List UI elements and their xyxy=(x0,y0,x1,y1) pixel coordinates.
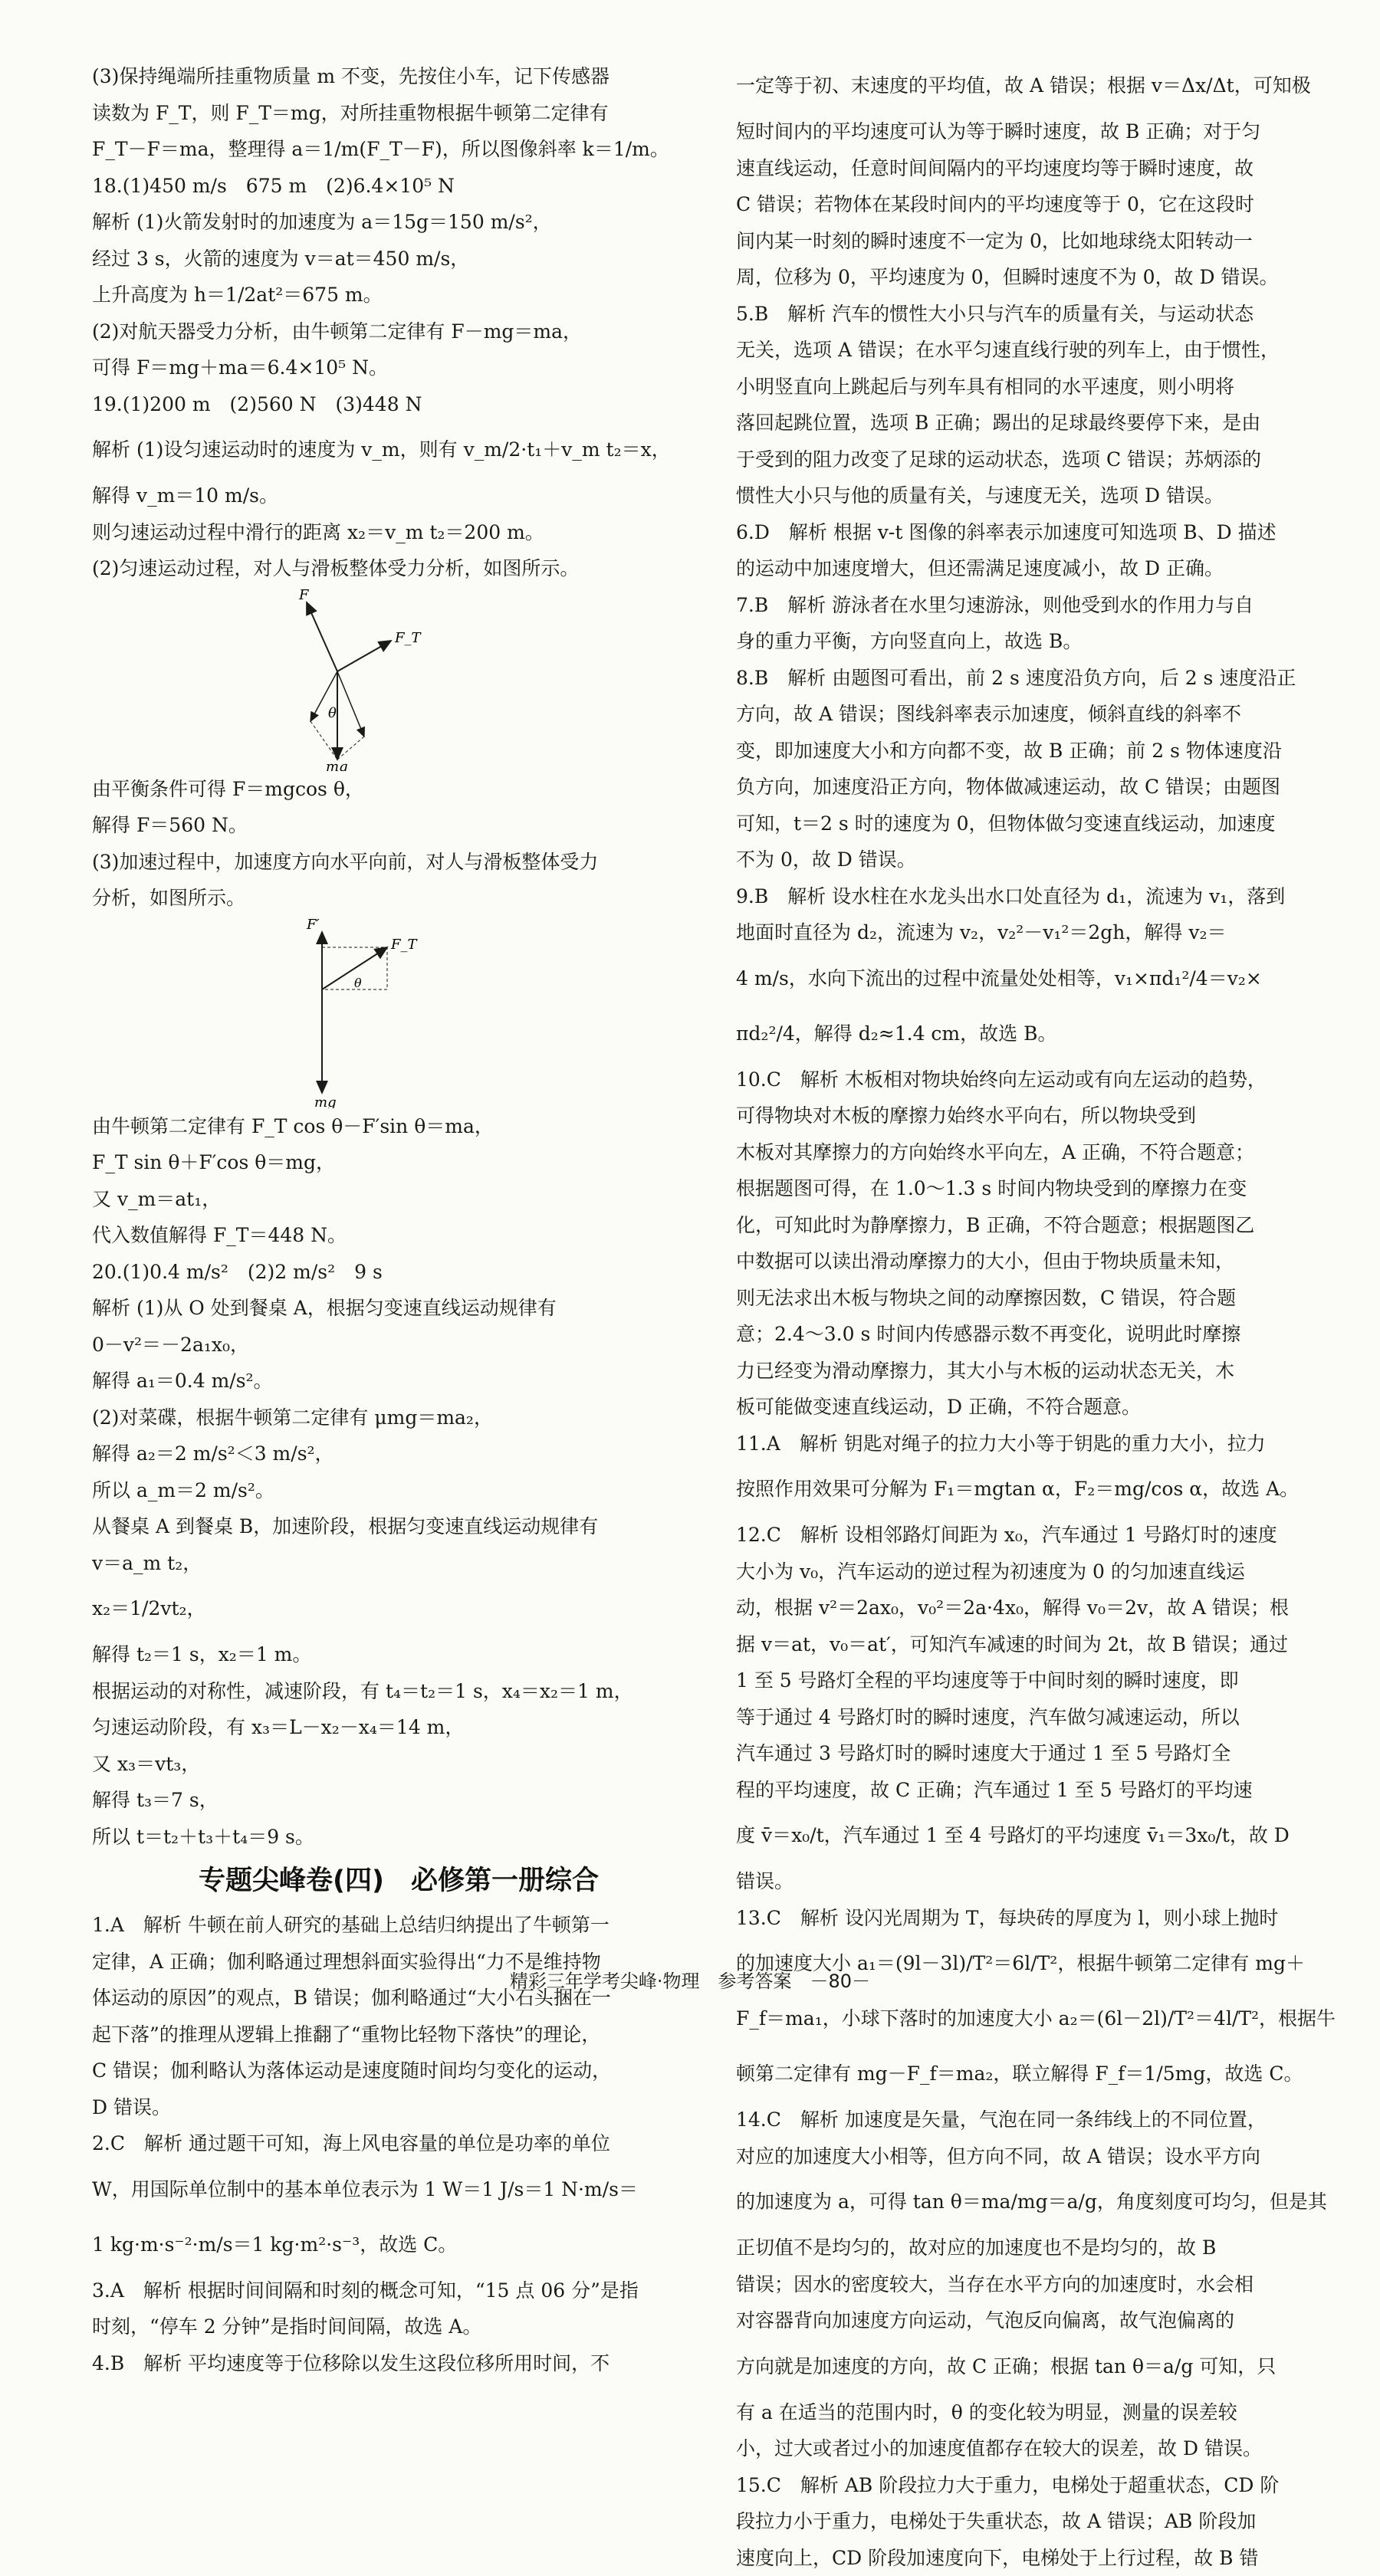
text-line: 9.B 解析 设水柱在水龙头出水口处直径为 d₁，流速为 v₁，落到 xyxy=(736,878,1349,915)
figure-force-diagram-2 xyxy=(291,917,705,1108)
figure-force-diagram-1 xyxy=(291,587,705,771)
text-line: 解得 t₂＝1 s，x₂＝1 m。 xyxy=(92,1636,705,1673)
text-line: 从餐桌 A 到餐桌 B，加速阶段，根据匀变速直线运动规律有 xyxy=(92,1508,705,1545)
text-line: 木板对其摩擦力的方向始终水平向左，A 正确，不符合题意； xyxy=(736,1134,1349,1171)
force-ft-arrow xyxy=(337,641,391,671)
text-line: 错误；因水的密度较大，当存在水平方向的加速度时，水会相 xyxy=(736,2266,1349,2303)
text-line: 7.B 解析 游泳者在水里匀速游泳，则他受到水的作用力与自 xyxy=(736,587,1349,624)
text-line: 小明竖直向上跳起后与列车具有相同的水平速度，则小明将 xyxy=(736,369,1349,405)
text-line: 解得 t₃＝7 s， xyxy=(92,1782,705,1819)
force-diagram-2-svg xyxy=(291,917,491,1108)
text-line: 分析，如图所示。 xyxy=(92,880,705,917)
text-line: C 错误；若物体在某段时间内的平均速度等于 0，它在这段时 xyxy=(736,186,1349,223)
text-line: 读数为 F_T，则 F_T＝mg，对所挂重物根据牛顿第二定律有 xyxy=(92,95,705,132)
text-line: πd₂²/4，解得 d₂≈1.4 cm，故选 B。 xyxy=(736,1006,1349,1062)
text-line: 匀速运动阶段，有 x₃＝L－x₂－x₄＝14 m， xyxy=(92,1709,705,1746)
text-line: (3)加速过程中，加速度方向水平向前，对人与滑板整体受力 xyxy=(92,844,705,881)
text-line: 14.C 解析 加速度是矢量，气泡在同一条纬线上的不同位置， xyxy=(736,2102,1349,2138)
text-line: 错误。 xyxy=(736,1863,1349,1900)
text-line: 可得 F＝mg＋ma＝6.4×10⁵ N。 xyxy=(92,349,705,386)
text-line: 速直线运动，任意时间间隔内的平均速度均等于瞬时速度，故 xyxy=(736,150,1349,187)
text-line: v＝a_m t₂， xyxy=(92,1545,705,1582)
text-line: 板可能做变速直线运动，D 正确，不符合题意。 xyxy=(736,1389,1349,1426)
text-line: 可知，t＝2 s 时的速度为 0，但物体做匀变速直线运动，加速度 xyxy=(736,806,1349,842)
text-line: (3)保持绳端所挂重物质量 m 不变，先按住小车，记下传感器 xyxy=(92,58,705,95)
text-line: 据 v＝at，v₀＝at′，可知汽车减速的时间为 2t，故 B 错误；通过 xyxy=(736,1626,1349,1663)
text-line: 的加速度大小 a₁＝(9l－3l)/T²＝6l/T²，根据牛顿第二定律有 mg＋ xyxy=(736,1936,1349,1991)
text-line: 又 v_m＝at₁， xyxy=(92,1181,705,1218)
text-line: 等于通过 4 号路灯时的瞬时速度，汽车做匀减速运动，所以 xyxy=(736,1699,1349,1736)
text-line: 时刻，“停车 2 分钟”是指时间间隔，故选 A。 xyxy=(92,2309,705,2345)
text-line: (2)对菜碟，根据牛顿第二定律有 μmg＝ma₂， xyxy=(92,1400,705,1436)
text-line: 经过 3 s，火箭的速度为 v＝at＝450 m/s， xyxy=(92,241,705,277)
text-line: 1 至 5 号路灯全程的平均速度等于中间时刻的瞬时速度，即 xyxy=(736,1662,1349,1699)
text-line: 力已经变为滑动摩擦力，其大小与木板的运动状态无关，木 xyxy=(736,1353,1349,1390)
text-line: 地面时直径为 d₂，流速为 v₂，v₂²－v₁²＝2gh，解得 v₂＝ xyxy=(736,914,1349,951)
text-line: 解析 (1)从 O 处到餐桌 A，根据匀变速直线运动规律有 xyxy=(92,1290,705,1327)
text-line: 0－v²＝－2a₁x₀， xyxy=(92,1327,705,1363)
text-line: (2)对航天器受力分析，由牛顿第二定律有 F－mg＝ma， xyxy=(92,313,705,350)
text-line: 由牛顿第二定律有 F_T cos θ－F′sin θ＝ma， xyxy=(92,1108,705,1145)
text-line: 所以 a_m＝2 m/s²。 xyxy=(92,1472,705,1509)
label-theta2: θ xyxy=(354,976,362,990)
text-line: 解析 (1)火箭发射时的加速度为 a＝15g＝150 m/s²， xyxy=(92,204,705,241)
text-line: 又 x₃＝vt₃， xyxy=(92,1746,705,1783)
text-line: 1 kg·m·s⁻²·m/s＝1 kg·m²·s⁻³，故选 C。 xyxy=(92,2217,705,2272)
text-line: 则无法求出木板与物块之间的动摩擦因数，C 错误，符合题 xyxy=(736,1280,1349,1317)
text-line: 2.C 解析 通过题干可知，海上风电容量的单位是功率的单位 xyxy=(92,2125,705,2162)
text-line: 于受到的阻力改变了足球的运动状态，选项 C 错误；苏炳添的 xyxy=(736,441,1349,478)
text-line: 13.C 解析 设闪光周期为 T，每块砖的厚度为 l，则小球上抛时 xyxy=(736,1900,1349,1937)
right-column xyxy=(736,58,1349,2576)
text-line: 8.B 解析 由题图可看出，前 2 s 速度沿负方向，后 2 s 速度沿正 xyxy=(736,660,1349,697)
text-line: 汽车通过 3 号路灯时的瞬时速度大于通过 1 至 5 号路灯全 xyxy=(736,1735,1349,1772)
text-line: 惯性大小只与他的质量有关，与速度无关，选项 D 错误。 xyxy=(736,477,1349,514)
text-line: 意；2.4～3.0 s 时间内传感器示数不再变化，说明此时摩擦 xyxy=(736,1316,1349,1353)
text-line: 度 v̄＝x₀/t，汽车通过 1 至 4 号路灯的平均速度 v̄₁＝3x₀/t，故 D xyxy=(736,1808,1349,1863)
text-line: 程的平均速度，故 C 正确；汽车通过 1 至 5 号路灯的平均速 xyxy=(736,1772,1349,1809)
text-line: 根据题图可得，在 1.0～1.3 s 时间内物块受到的摩擦力在变 xyxy=(736,1170,1349,1207)
text-line: 负方向，加速度沿正方向，物体做减速运动，故 C 错误；由题图 xyxy=(736,769,1349,806)
force-f-arrow xyxy=(307,602,337,671)
text-line: 速度向上，CD 阶段加速度向下，电梯处于上行过程，故 B 错 xyxy=(736,2540,1349,2576)
label-ft2: F_T xyxy=(390,937,418,953)
force-diagram-1-svg xyxy=(291,587,491,771)
text-line: F_T sin θ＋F′cos θ＝mg， xyxy=(92,1144,705,1181)
text-line: 可得物块对木板的摩擦力始终水平向右，所以物块受到 xyxy=(736,1098,1349,1134)
text-line: 解得 a₂＝2 m/s²＜3 m/s²， xyxy=(92,1436,705,1472)
text-line: 一定等于初、末速度的平均值，故 A 错误；根据 v＝Δx/Δt，可知极 xyxy=(736,58,1349,113)
text-line: 上升高度为 h＝1/2at²＝675 m。 xyxy=(92,277,705,313)
text-line: F_T－F＝ma，整理得 a＝1/m(F_T－F)，所以图像斜率 k＝1/m。 xyxy=(92,131,705,168)
text-line: 按照作用效果可分解为 F₁＝mgtan α，F₂＝mg/cos α，故选 A。 xyxy=(736,1462,1349,1517)
text-line: 解得 v_m＝10 m/s。 xyxy=(92,477,705,514)
text-line: 对容器背向加速度方向运动，气泡反向偏离，故气泡偏离的 xyxy=(736,2302,1349,2339)
label-mg: mg xyxy=(326,759,348,771)
text-line: 定律，A 正确；伽利略通过理想斜面实验得出“力不是维持物 xyxy=(92,1944,705,1980)
text-line: 动，根据 v²＝2ax₀，v₀²＝2a·4x₀，解得 v₀＝2v，故 A 错误；根 xyxy=(736,1590,1349,1626)
text-line: 12.C 解析 设相邻路灯间距为 x₀，汽车通过 1 号路灯时的速度 xyxy=(736,1517,1349,1554)
text-line: 则匀速运动过程中滑行的距离 x₂＝v_m t₂＝200 m。 xyxy=(92,514,705,551)
text-line: 10.C 解析 木板相对物块始终向左运动或有向左运动的趋势， xyxy=(736,1062,1349,1098)
text-line: 周，位移为 0，平均速度为 0，但瞬时速度不为 0，故 D 错误。 xyxy=(736,259,1349,296)
text-line: 身的重力平衡，方向竖直向上，故选 B。 xyxy=(736,623,1349,660)
text-line: 起下落”的推理从逻辑上推翻了“重物比轻物下落快”的理论， xyxy=(92,2016,705,2053)
text-line: 有 a 在适当的范围内时，θ 的变化较为明显，测量的误差较 xyxy=(736,2394,1349,2431)
text-line: 变，即加速度大小和方向都不变，故 B 正确；前 2 s 物体速度沿 xyxy=(736,733,1349,770)
text-line: 19.(1)200 m (2)560 N (3)448 N xyxy=(92,386,705,423)
text-line: 6.D 解析 根据 v-t 图像的斜率表示加速度可知选项 B、D 描述 xyxy=(736,514,1349,551)
text-line: 4.B 解析 平均速度等于位移除以发生这段位移所用时间，不 xyxy=(92,2345,705,2382)
text-line: 间内某一时刻的瞬时速度不一定为 0，比如地球绕太阳转动一 xyxy=(736,223,1349,260)
text-line: 正切值不是均匀的，故对应的加速度也不是均匀的，故 B xyxy=(736,2230,1349,2266)
label-mg2: mg xyxy=(314,1094,337,1108)
text-line: 5.B 解析 汽车的惯性大小只与汽车的质量有关，与运动状态 xyxy=(736,296,1349,333)
text-line: 20.(1)0.4 m/s² (2)2 m/s² 9 s xyxy=(92,1254,705,1291)
text-line: 11.A 解析 钥匙对绳子的拉力大小等于钥匙的重力大小，拉力 xyxy=(736,1426,1349,1462)
text-line: 15.C 解析 AB 阶段拉力大于重力，电梯处于超重状态，CD 阶 xyxy=(736,2467,1349,2504)
text-line: D 错误。 xyxy=(92,2089,705,2126)
text-line: 小，过大或者过小的加速度值都存在较大的误差，故 D 错误。 xyxy=(736,2430,1349,2467)
page-footer: 精彩三年学考尖峰·物理 参考答案 －80－ xyxy=(0,1966,1380,1993)
text-line: 解得 a₁＝0.4 m/s²。 xyxy=(92,1363,705,1400)
text-line: 短时间内的平均速度可认为等于瞬时速度，故 B 正确；对于匀 xyxy=(736,113,1349,150)
text-line: 方向就是加速度的方向，故 C 正确；根据 tan θ＝a/g 可知，只 xyxy=(736,2339,1349,2394)
text-line: 18.(1)450 m/s 675 m (2)6.4×10⁵ N xyxy=(92,168,705,205)
text-line: 大小为 v₀，汽车运动的逆过程为初速度为 0 的匀加速直线运 xyxy=(736,1554,1349,1590)
text-line: 根据运动的对称性，减速阶段，有 t₄＝t₂＝1 s，x₄＝x₂＝1 m， xyxy=(92,1673,705,1710)
text-line: 的加速度为 a，可得 tan θ＝ma/mg＝a/g，角度刻度可均匀，但是其 xyxy=(736,2174,1349,2230)
text-line: 方向，故 A 错误；图线斜率表示加速度，倾斜直线的斜率不 xyxy=(736,696,1349,733)
text-line: F_f＝ma₁，小球下落时的加速度大小 a₂＝(6l－2l)/T²＝4l/T²，根据牛 xyxy=(736,1991,1349,2046)
text-line: 的运动中加速度增大，但还需满足速度减小，故 D 正确。 xyxy=(736,550,1349,587)
text-line: 由平衡条件可得 F＝mgcos θ， xyxy=(92,771,705,808)
text-line: 对应的加速度大小相等，但方向不同，故 A 错误；设水平方向 xyxy=(736,2138,1349,2175)
text-line: 化，可知此时为静摩擦力，B 正确，不符合题意；根据题图乙 xyxy=(736,1207,1349,1244)
label-f: F xyxy=(298,587,310,603)
component-arrow-right xyxy=(337,671,364,737)
text-line: 解析 (1)设匀速运动时的速度为 v_m，则有 v_m/2·t₁＋v_m t₂＝x， xyxy=(92,422,705,477)
text-line: 无关，选项 A 错误；在水平匀速直线行驶的列车上，由于惯性， xyxy=(736,332,1349,369)
section-title: 专题尖峰卷(四) 必修第一册综合 xyxy=(92,1855,705,1907)
text-line: W，用国际单位制中的基本单位表示为 1 W＝1 J/s＝1 N·m/s＝ xyxy=(92,2162,705,2217)
text-line: 解得 F＝560 N。 xyxy=(92,807,705,844)
text-line: 顿第二定律有 mg－F_f＝ma₂，联立解得 F_f＝1/5mg，故选 C。 xyxy=(736,2046,1349,2102)
label-theta: θ xyxy=(328,705,337,721)
text-line: x₂＝1/2vt₂， xyxy=(92,1581,705,1636)
text-line: C 错误；伽利略认为落体运动是速度随时间均匀变化的运动， xyxy=(92,2053,705,2089)
text-line: 中数据可以读出滑动摩擦力的大小，但由于物块质量未知， xyxy=(736,1243,1349,1280)
text-line: 代入数值解得 F_T＝448 N。 xyxy=(92,1217,705,1254)
text-line: 段拉力小于重力，电梯处于失重状态，故 A 错误；AB 阶段加 xyxy=(736,2503,1349,2540)
text-line: 所以 t＝t₂＋t₃＋t₄＝9 s。 xyxy=(92,1819,705,1856)
text-line: 4 m/s，水向下流出的过程中流量处处相等，v₁×πd₁²/4＝v₂× xyxy=(736,951,1349,1006)
text-line: 不为 0，故 D 错误。 xyxy=(736,842,1349,878)
label-ft: F_T xyxy=(394,630,422,646)
left-column xyxy=(92,58,705,2381)
text-line: 体运动的原因”的观点，B 错误；伽利略通过“大小石头捆在一 xyxy=(92,1980,705,2016)
label-fprime: F′ xyxy=(306,917,320,933)
text-line: 落回起跳位置，选项 B 正确；踢出的足球最终要停下来，是由 xyxy=(736,405,1349,441)
text-line: (2)匀速运动过程，对人与滑板整体受力分析，如图所示。 xyxy=(92,550,705,587)
text-line: 1.A 解析 牛顿在前人研究的基础上总结归纳提出了牛顿第一 xyxy=(92,1907,705,1944)
text-line: 3.A 解析 根据时间间隔和时刻的概念可知，“15 点 06 分”是指 xyxy=(92,2272,705,2309)
